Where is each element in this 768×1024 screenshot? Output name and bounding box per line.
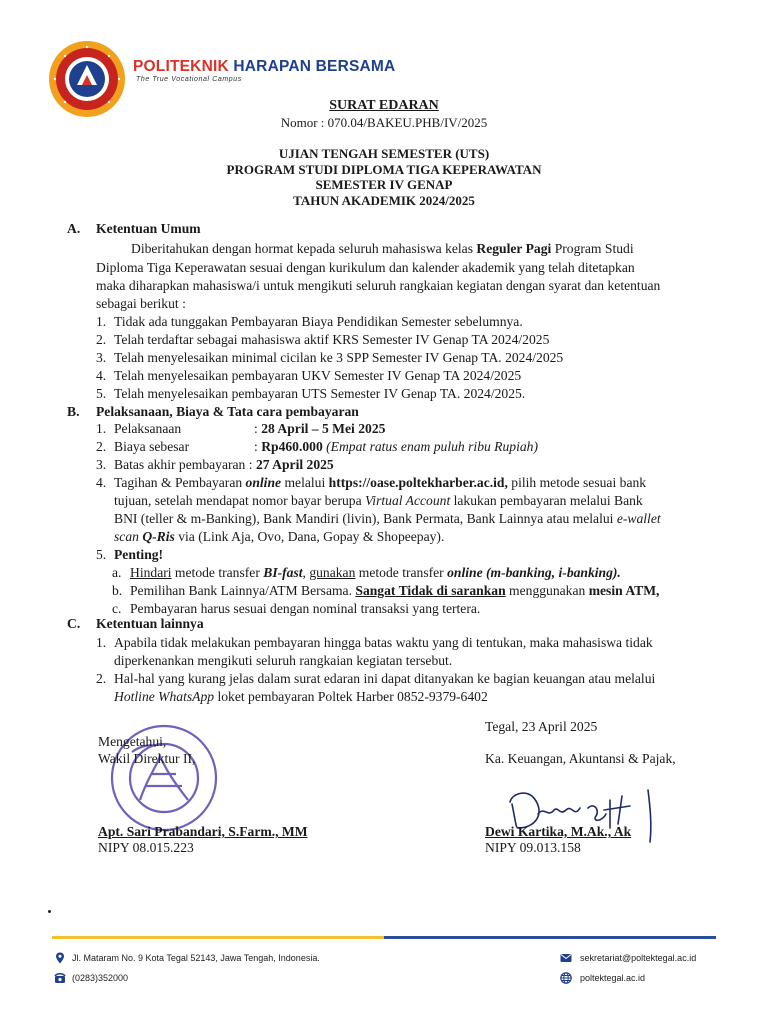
- list-item: Tidak ada tunggakan Pembayaran Biaya Pendidikan Semester sebelumnya.: [114, 314, 523, 329]
- location-pin-icon: [54, 952, 66, 964]
- footer-website[interactable]: poltektegal.ac.id: [580, 973, 646, 983]
- sig-right-role: Ka. Keuangan, Akuntansi & Pajak,: [485, 751, 676, 766]
- footer-bar-blue: [384, 936, 716, 939]
- sig-left-line1: Mengetahui,: [98, 734, 167, 749]
- letter-heading-2: PROGRAM STUDI DIPLOMA TIGA KEPERAWATAN: [226, 162, 542, 177]
- list-item-number: 4.: [96, 475, 107, 490]
- payment-portal-link[interactable]: https://oase.poltekharber.ac.id,: [328, 475, 508, 490]
- important-a: Hindari metode transfer BI-fast, gunakan metode transfer online (m-banking, i-banking).: [130, 565, 621, 580]
- sub-item-letter: b.: [112, 583, 123, 598]
- list-item-number: 1.: [96, 421, 107, 436]
- section-a-letter: A.: [67, 221, 81, 236]
- list-item: Telah menyelesaikan pembayaran UTS Semester IV Genap TA. 2024/2025.: [114, 386, 526, 401]
- list-item-number: 4.: [96, 368, 107, 383]
- section-a-intro-line3: maka diharapkan mahasiswa/i untuk mengikuti seluruh rangkaian kegiatan dengan syarat dan ketentuan: [96, 278, 661, 293]
- list-item-number: 3.: [96, 457, 107, 472]
- letter-title: SURAT EDARAN: [329, 98, 439, 113]
- other-rule-2-line1: Hal-hal yang kurang jelas dalam surat edaran ini dapat ditanyakan ke bagian keuangan atau melalui: [114, 671, 656, 686]
- section-a-title: Ketentuan Umum: [96, 221, 201, 236]
- globe-icon: [560, 972, 572, 984]
- list-item-number: 2.: [96, 439, 107, 454]
- section-c-title: Ketentuan lainnya: [96, 616, 204, 631]
- payment-line2: tujuan, setelah mendapat nomor bayar berupa Virtual Account lakukan pembayaran melalui Bank: [114, 493, 643, 508]
- list-item-number: 3.: [96, 350, 107, 365]
- fee-label: Biaya sebesar: [114, 439, 190, 454]
- email-icon: [560, 952, 572, 964]
- list-item-number: 2.: [96, 671, 107, 686]
- letter-number: Nomor : 070.04/BAKEU.PHB/IV/2025: [280, 115, 488, 130]
- list-item: Telah menyelesaikan minimal cicilan ke 3 SPP Semester IV Genap TA. 2024/2025: [114, 350, 564, 365]
- sig-left-line2: Wakil Direktur II,: [98, 751, 196, 766]
- footer-bar-yellow: [52, 936, 384, 939]
- list-item-number: 1.: [96, 314, 107, 329]
- list-item-number: 5.: [96, 547, 107, 562]
- footer-address: Jl. Mataram No. 9 Kota Tegal 52143, Jawa Tengah, Indonesia.: [72, 953, 320, 963]
- other-rule-2-line2: Hotline WhatsApp loket pembayaran Poltek Harber 0852-9379-6402: [114, 689, 488, 704]
- section-c-letter: C.: [67, 616, 81, 631]
- sig-right-nipy: NIPY 09.013.158: [485, 840, 581, 855]
- sub-item-letter: c.: [112, 601, 122, 616]
- scan-speck: [48, 910, 51, 913]
- fee-value: : Rp460.000 (Empat ratus enam puluh ribu Rupiah): [254, 439, 538, 454]
- sig-right-name: Dewi Kartika, M.Ak., Ak: [485, 824, 632, 839]
- sub-item-letter: a.: [112, 565, 122, 580]
- important-title: Penting!: [114, 547, 164, 562]
- footer-phone: (0283)352000: [72, 973, 129, 983]
- important-b: Pemilihan Bank Lainnya/ATM Bersama. Sangat Tidak di sarankan menggunakan mesin ATM,: [130, 583, 660, 598]
- payment-line1: Tagihan & Pembayaran online melalui https://oase.poltekharber.ac.id, pilih metode sesuai bank: [114, 475, 647, 490]
- other-rule-1-line2: diperkenankan mengikuti seluruh rangkaian kegiatan tersebut.: [114, 653, 453, 668]
- institution-name: POLITEKNIK HARAPAN BERSAMA: [133, 58, 396, 75]
- schedule-value: : 28 April – 5 Mei 2025: [254, 421, 386, 436]
- sig-left-name: Apt. Sari Prabandari, S.Farm., MM: [98, 824, 308, 839]
- list-item-number: 2.: [96, 332, 107, 347]
- list-item-number: 1.: [96, 635, 107, 650]
- list-item: Telah menyelesaikan pembayaran UKV Semester IV Genap TA 2024/2025: [114, 368, 522, 383]
- section-a-intro-line4: sebagai berikut :: [96, 296, 186, 311]
- list-item-number: 5.: [96, 386, 107, 401]
- institution-tagline: The True Vocational Campus: [136, 76, 242, 83]
- section-a-intro-line1: Diberitahukan dengan hormat kepada seluruh mahasiswa kelas Reguler Pagi Program Studi: [131, 241, 634, 256]
- payment-line4: scan Q-Ris via (Link Aja, Ovo, Dana, Gopay & Shopeepay).: [114, 529, 445, 544]
- section-b-title: Pelaksanaan, Biaya & Tata cara pembayaran: [96, 404, 359, 419]
- other-rule-1-line1: Apabila tidak melakukan pembayaran hingga batas waktu yang di tentukan, maka mahasiswa tidak: [114, 635, 653, 650]
- schedule-label: Pelaksanaan: [114, 421, 182, 436]
- letter-heading-4: TAHUN AKADEMIK 2024/2025: [293, 193, 475, 208]
- letter-heading-1: UJIAN TENGAH SEMESTER (UTS): [278, 146, 490, 161]
- footer-email[interactable]: sekretariat@poltektegal.ac.id: [580, 953, 697, 963]
- deadline-line: Batas akhir pembayaran : 27 April 2025: [114, 457, 334, 472]
- sig-left-nipy: NIPY 08.015.223: [98, 840, 194, 855]
- important-c: Pembayaran harus sesuai dengan nominal transaksi yang tertera.: [130, 601, 481, 616]
- section-a-intro-line2: Diploma Tiga Keperawatan sesuai dengan kurikulum dan kalender akademik yang telah ditetapkan: [96, 260, 635, 275]
- letter-heading-3: SEMESTER IV GENAP: [315, 177, 453, 192]
- list-item: Telah terdaftar sebagai mahasiswa aktif KRS Semester IV Genap TA 2024/2025: [114, 332, 550, 347]
- phone-icon: [54, 972, 66, 984]
- sig-right-place-date: Tegal, 23 April 2025: [485, 719, 598, 734]
- section-b-letter: B.: [67, 404, 80, 419]
- payment-line3: BNI (teller & m-Banking), Bank Mandiri (livin), Bank Permata, Bank Lainnya atau melalui e-wallet: [114, 511, 661, 526]
